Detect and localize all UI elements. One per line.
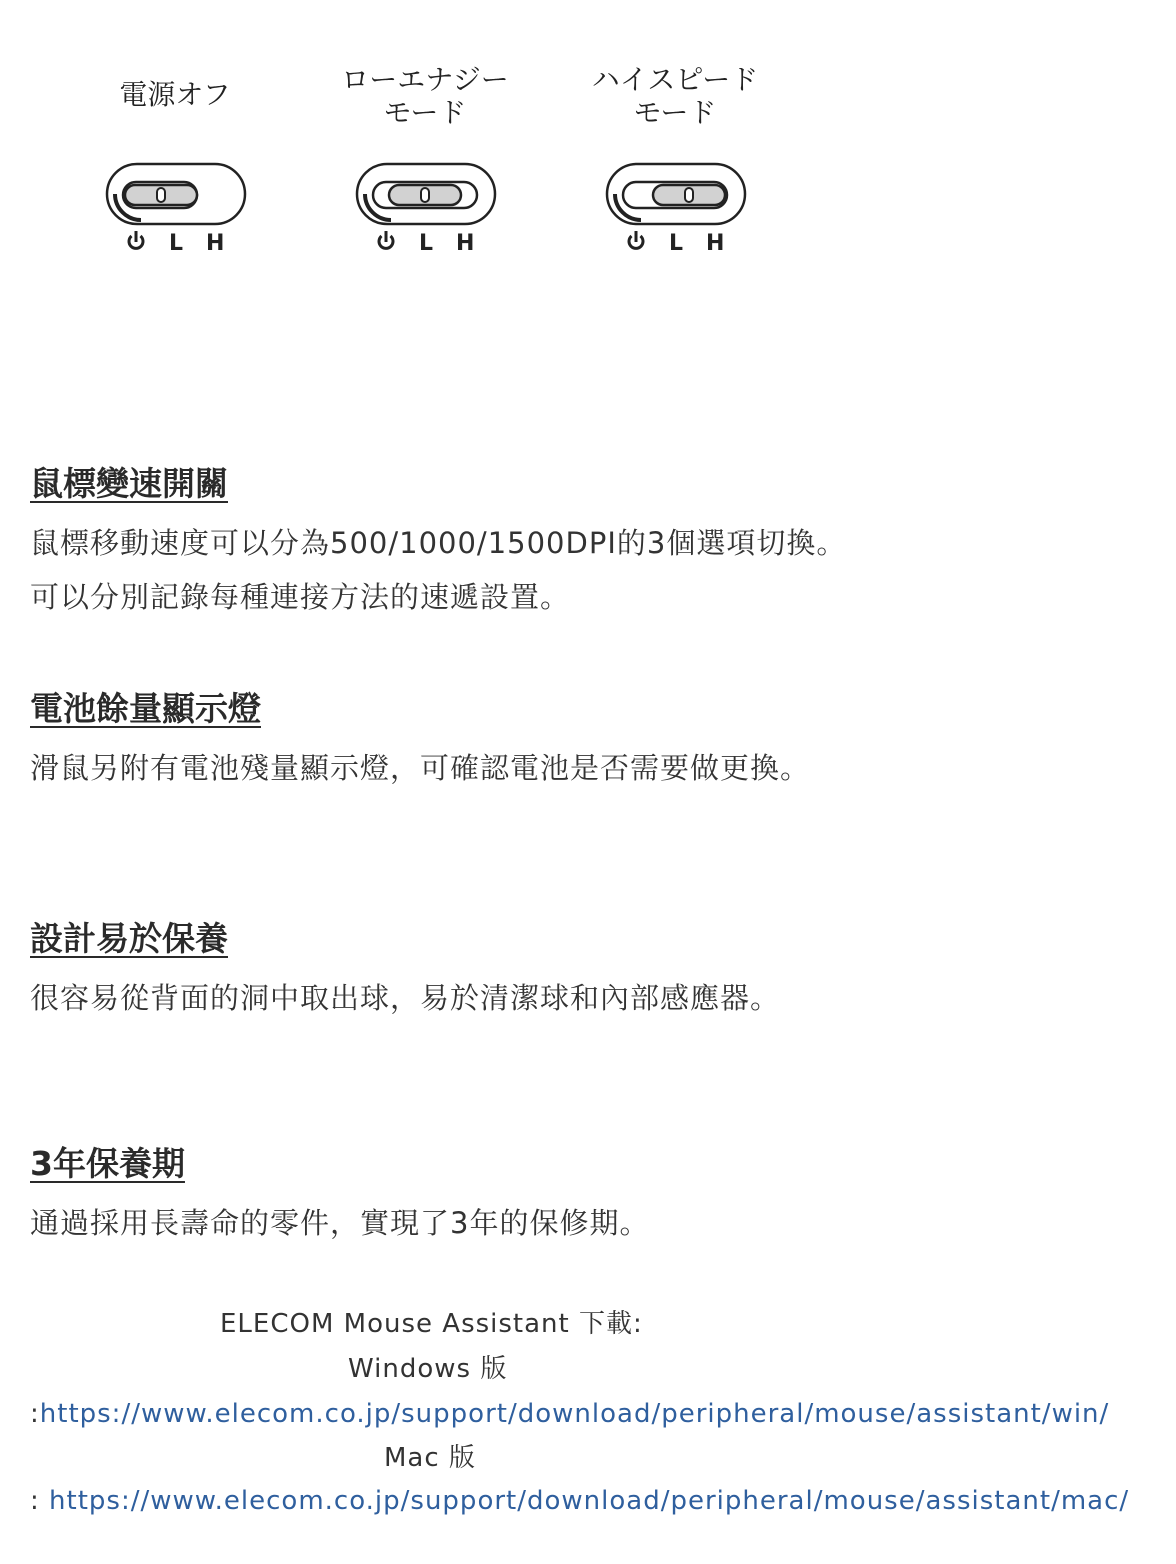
switch-label-high: H: [706, 231, 725, 256]
switch-high-illustration: [605, 160, 755, 260]
mode-power-off: [65, 60, 285, 270]
feature-section-battery-indicator: [30, 687, 850, 795]
mode-title-line: 電源オフ: [119, 78, 231, 111]
mode-title: [65, 78, 285, 111]
mode-title-line: モード: [633, 96, 717, 129]
power-icon: [629, 231, 643, 248]
section-heading: 3年保養期: [30, 1144, 185, 1183]
mac-download-line: [30, 1481, 1129, 1521]
power-icon: [129, 231, 143, 248]
mode-high-speed: [565, 60, 785, 270]
switch-label-high: H: [206, 231, 225, 256]
switch-power-off-illustration: [105, 160, 255, 260]
mode-title: [565, 63, 785, 129]
mode-title-line: モード: [383, 96, 467, 129]
switch-label-low: L: [669, 231, 684, 256]
mode-title-line: ハイスピード: [591, 63, 759, 96]
download-title: ELECOM Mouse Assistant 下載:: [220, 1309, 643, 1339]
mac-prefix: :: [30, 1486, 50, 1516]
section-heading: 設計易於保養: [30, 919, 228, 958]
section-body: 鼠標移動速度可以分為500/1000/1500DPI的3個選項切換。可以分別記錄每種連接方法的速遞設置。: [30, 526, 847, 614]
windows-download-line: [30, 1394, 1109, 1434]
switch-label-low: L: [419, 231, 434, 256]
section-body: 滑鼠另附有電池殘量顯示燈，可確認電池是否需要做更換。: [30, 751, 811, 785]
windows-label: Windows 版: [348, 1354, 508, 1384]
slide-switch-diagram: [0, 0, 820, 300]
mac-label: Mac 版: [384, 1443, 476, 1473]
feature-section-warranty: [30, 1142, 850, 1250]
windows-download-link[interactable]: https://www.elecom.co.jp/support/download/peripheral/mouse/assistant/win/: [39, 1399, 1110, 1429]
section-heading: 電池餘量顯示燈: [30, 689, 261, 728]
section-heading: 鼠標變速開關: [30, 464, 228, 503]
feature-section-dpi-switch: [30, 462, 850, 624]
switch-label-high: H: [456, 231, 475, 256]
switch-label-low: L: [169, 231, 184, 256]
mode-low-energy: [315, 60, 535, 270]
mac-download-link[interactable]: https://www.elecom.co.jp/support/download/peripheral/mouse/assistant/mac/: [49, 1486, 1130, 1516]
power-icon: [379, 231, 393, 248]
section-body: 通過採用長壽命的零件，實現了3年的保修期。: [30, 1206, 650, 1240]
feature-section-easy-maintenance: [30, 917, 850, 1025]
mode-title: [315, 63, 535, 129]
section-body: 很容易從背面的洞中取出球，易於清潔球和內部感應器。: [30, 981, 781, 1015]
switch-low-illustration: [355, 160, 505, 260]
mode-title-line: ローエナジー: [341, 63, 509, 96]
windows-prefix: :: [30, 1399, 40, 1429]
